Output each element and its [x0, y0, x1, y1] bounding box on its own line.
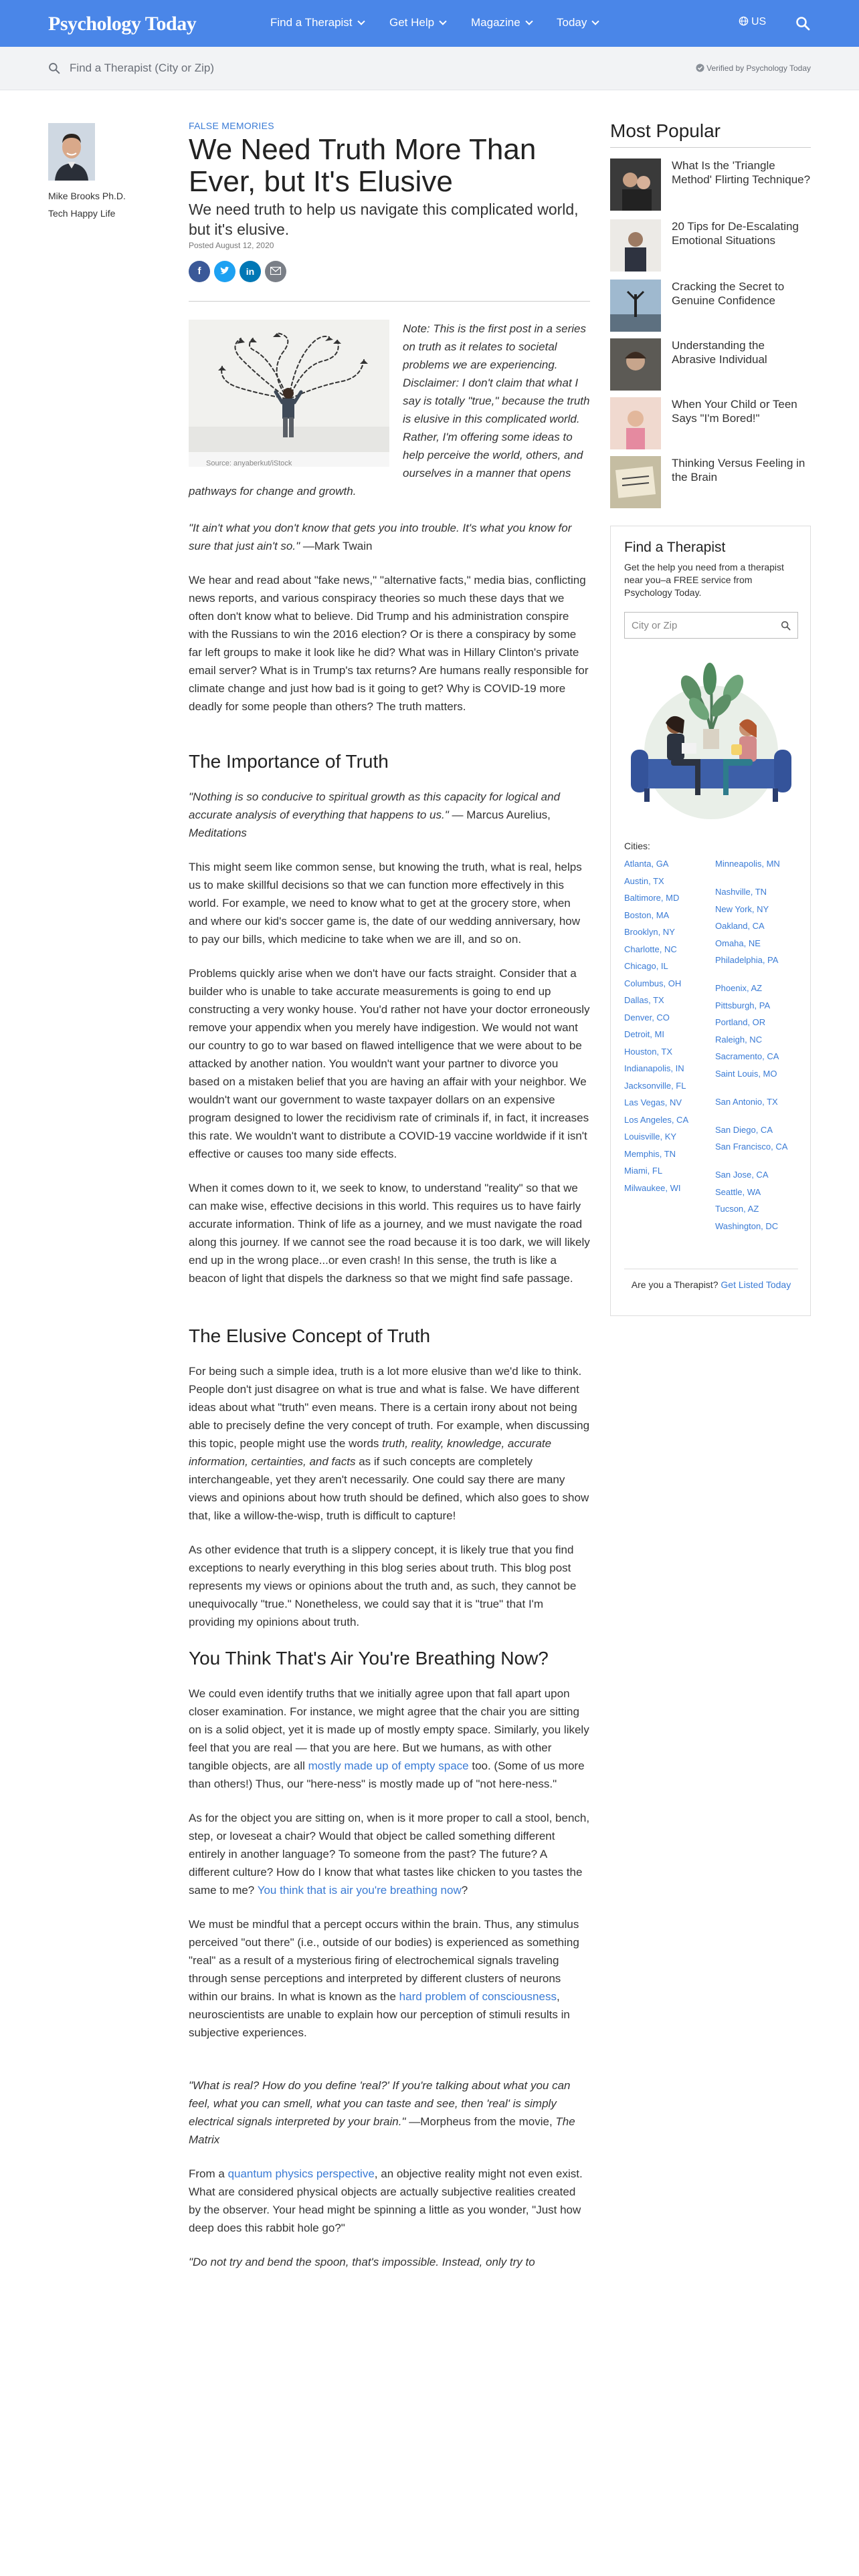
most-popular-heading: Most Popular: [610, 120, 721, 141]
air-breathing-link[interactable]: You think that is air you're breathing now: [257, 1884, 462, 1897]
top-navigation-bar: [0, 0, 859, 47]
city-link[interactable]: Pittsburgh, PA: [715, 1000, 771, 1010]
search-icon: [48, 62, 60, 74]
city-link[interactable]: San Antonio, TX: [715, 1096, 778, 1107]
popular-item[interactable]: [610, 456, 811, 510]
locale-label: US: [751, 16, 767, 27]
find-therapist-heading: Find a Therapist: [624, 540, 726, 555]
city-link[interactable]: Dallas, TX: [624, 995, 664, 1005]
city-link[interactable]: Baltimore, MD: [624, 893, 680, 903]
paragraph-quantum: From a quantum physics perspective, an objective reality might not even exist. What are considered physical objects are actually subjective realities created by the observer. Your head might be spinning a little as you wonder, "Just how deep does this rabbit hole go?": [189, 2167, 583, 2234]
linkedin-share-icon[interactable]: in: [240, 261, 261, 282]
author-photo[interactable]: [48, 123, 95, 181]
chevron-down-icon: [592, 17, 599, 25]
paragraph-chair: As for the object you are sitting on, when is it more proper to call a stool, bench, step, or loveseat a chair? Would that object be called something different entirely in another language? To someone from the past? The future? A different culture? How do I know that what tastes like chicken to you tastes the same to me? You think that is air you're breathing now?: [189, 1812, 590, 1897]
chevron-down-icon: [357, 17, 365, 25]
city-link[interactable]: Memphis, TN: [624, 1148, 676, 1159]
paragraph-elusive: For being such a simple idea, truth is a lot more elusive than we'd like to think. People don't just disagree on what is true and what is false. We have different ideas about what "truth" even means. There is a certain irony about not being able to precisely define the very concept of truth. For example, when discussing this topic, people might use the words truth, reality, knowledge, accurate information, certainties, and facts as if such concepts are completely interchangeable, yet they aren't necessarily. One could say there are many views and opinions about how truth should be defined, which also goes to show that, like a willow-the-wisp, truth is difficult to capture!: [189, 1365, 590, 1522]
quantum-physics-link[interactable]: quantum physics perspective: [227, 2167, 375, 2180]
find-therapist-description: Get the help you need from a therapist near you–a FREE service from Psychology Today.: [624, 562, 784, 598]
paragraph-fake-news: We hear and read about "fake news," "alternative facts," media bias, conflicting news reports, and various conspiracy theories so much these days that we often don't know what to believe. Did Trump and his administration conspire with the Russians to win the 2016 election? Or is there a conspiracy by some far left groups to make it look like he did? What was in Hillary Clinton's private email server? What is in Trump's tax returns? Are humans really responsible for climate change and just how bad is it going to get? Why is COVID-19 more deadly for some people than others? The truth matters.: [189, 574, 589, 713]
city-link[interactable]: Philadelphia, PA: [715, 955, 779, 965]
sidebar-divider: [610, 147, 811, 148]
city-link[interactable]: New York, NY: [715, 903, 769, 914]
paragraph-reality: When it comes down to it, we seek to know, to understand "reality" so that we can make wise, effective decisions in this world. This requires us to have fairly accurate information. Think of life as a journey, and we must navigate the road along this journey. If we cannot see the road because it is too dark, we will likely end up in the wrong place...or even crash! In this sense, the truth is like a beacon of light that dispels the darkness so that we might find safe passage.: [189, 1182, 590, 1285]
popular-title[interactable]: Thinking Versus Feeling in the Brain: [672, 457, 805, 484]
author-note: Note: This is the first post in a series on truth as it relates to societal problems we are experiencing. Disclaimer: I don't claim that what I say is totally "true," because the truth is elusive in this complicated world. Rather, I'm offering some ideas to help perceive the world, others, and ourselves in a manner that opens pathways for change and growth.: [189, 322, 590, 498]
cities-label: Cities:: [624, 841, 650, 851]
verified-badge: [696, 64, 811, 73]
facebook-share-icon[interactable]: f: [189, 261, 210, 282]
covid-link[interactable]: COVID-19: [484, 682, 537, 695]
chevron-down-icon: [439, 17, 446, 25]
therapist-search-bar: [0, 47, 859, 90]
popular-thumbnail: [610, 280, 661, 332]
city-link[interactable]: Omaha, NE: [715, 938, 761, 948]
popular-title[interactable]: 20 Tips for De-Escalating Emotional Situations: [672, 220, 799, 247]
nav-label: Magazine: [471, 16, 520, 29]
paragraph-slippery: As other evidence that truth is a slippery concept, it is likely true that you find exceptions to nearly everything in this blog series about truth. This blog post represents my views or opinions about the truth and, as such, they cannot be unequivocally "true." Nonetheless, we could say that it is "true" that I'm providing my opinions about truth.: [189, 1543, 577, 1628]
city-link[interactable]: Boston, MA: [624, 909, 670, 920]
nav-today[interactable]: [557, 16, 598, 29]
city-link[interactable]: Houston, TX: [624, 1046, 673, 1057]
city-link[interactable]: San Francisco, CA: [715, 1142, 788, 1152]
get-listed-link[interactable]: Get Listed Today: [721, 1279, 791, 1290]
therapist-search-input[interactable]: Find a Therapist (City or Zip): [70, 62, 215, 74]
author-byline: [48, 187, 126, 222]
nav-get-help[interactable]: [389, 16, 446, 29]
paragraph-percept: We must be mindful that a percept occurs within the brain. Thus, any stimulus perceived "out there" (i.e., outside of our bodies) is experienced as something "real" as a result of a mysterious firing of electrochemical signals traveling through sense perceptions and interpreted by different clusters of neurons within our brains. In what is known as the hard problem of consciousness, neuroscientists are unable to explain how our perception of stimuli results in subjective experiences.: [189, 1918, 579, 2039]
header-divider: [189, 301, 590, 302]
empty-space-link[interactable]: mostly made up of empty space: [308, 1759, 469, 1772]
article-subtitle: We need truth to help us navigate this complicated world, but it's elusive.: [189, 201, 579, 238]
nav-find-therapist[interactable]: [270, 16, 364, 29]
popular-title[interactable]: Cracking the Secret to Genuine Confidence: [672, 280, 785, 307]
popular-thumbnail: [610, 456, 661, 508]
city-link[interactable]: Los Angeles, CA: [624, 1114, 689, 1125]
globe-icon: [739, 16, 749, 26]
morpheus-quote: "What is real? How do you define 'real?' If you're talking about what you can feel, what you can smell, what you can taste and see, then 'real' is simply electrical signals interpreted by your brain." —Morpheus from the movie, The Matrix: [189, 2079, 575, 2146]
city-link[interactable]: Columbus, OH: [624, 978, 682, 988]
check-circle-icon: [696, 64, 704, 72]
nav-label: Find a Therapist: [270, 16, 353, 29]
heading-air-breathing: You Think That's Air You're Breathing Now?: [189, 1648, 549, 1669]
site-logo[interactable]: Psychology Today: [48, 13, 197, 35]
heading-importance-of-truth: The Importance of Truth: [189, 751, 389, 772]
get-listed-text: Are you a Therapist? Get Listed Today: [631, 1279, 791, 1290]
popular-item[interactable]: [610, 219, 811, 273]
city-link[interactable]: Oakland, CA: [715, 921, 765, 931]
search-icon[interactable]: [795, 16, 810, 31]
share-buttons: [189, 261, 286, 282]
city-link[interactable]: Washington, DC: [715, 1220, 779, 1231]
city-link[interactable]: Portland, OR: [715, 1017, 766, 1027]
popular-thumbnail: [610, 338, 661, 391]
popular-title[interactable]: When Your Child or Teen Says "I'm Bored!": [672, 398, 797, 425]
author-blog[interactable]: Tech Happy Life: [48, 208, 116, 219]
city-link[interactable]: Nashville, TN: [715, 887, 767, 897]
image-caption: Source: anyaberkut/iStock: [189, 452, 389, 467]
twain-attribution: —Mark Twain: [300, 540, 373, 552]
email-share-icon[interactable]: [265, 261, 286, 282]
chevron-down-icon: [525, 17, 533, 25]
city-link[interactable]: San Diego, CA: [715, 1124, 773, 1135]
city-link[interactable]: Jacksonville, FL: [624, 1080, 686, 1091]
city-link[interactable]: Minneapolis, MN: [715, 859, 780, 869]
city-link[interactable]: Atlanta, GA: [624, 859, 669, 869]
article-body: [189, 320, 590, 2287]
city-link[interactable]: Indianapolis, IN: [624, 1063, 684, 1073]
city-zip-placeholder: City or Zip: [632, 620, 678, 631]
article-kicker[interactable]: FALSE MEMORIES: [189, 120, 274, 131]
hard-problem-link[interactable]: hard problem of consciousness: [399, 1990, 557, 2003]
city-link[interactable]: Miami, FL: [624, 1166, 663, 1176]
city-link[interactable]: Phoenix, AZ: [715, 983, 763, 993]
locale-selector[interactable]: [739, 16, 766, 28]
author-name[interactable]: Mike Brooks Ph.D.: [48, 191, 126, 201]
popular-title[interactable]: Understanding the Abrasive Individual: [672, 339, 767, 366]
city-link[interactable]: Brooklyn, NY: [624, 927, 675, 937]
popular-title[interactable]: What Is the 'Triangle Method' Flirting Technique?: [672, 159, 811, 186]
popular-item[interactable]: [610, 338, 811, 392]
city-link[interactable]: Louisville, KY: [624, 1132, 677, 1142]
city-link[interactable]: Sacramento, CA: [715, 1051, 779, 1061]
city-link[interactable]: Raleigh, NC: [715, 1034, 763, 1045]
twitter-share-icon[interactable]: [214, 261, 235, 282]
city-link[interactable]: San Jose, CA: [715, 1170, 769, 1180]
popular-thumbnail: [610, 158, 661, 211]
nav-label: Get Help: [389, 16, 435, 29]
article-image: [189, 320, 389, 452]
city-link[interactable]: Chicago, IL: [624, 961, 668, 971]
city-link[interactable]: Denver, CO: [624, 1012, 670, 1023]
article-title: We Need Truth More Than Ever, but It's Elusive: [189, 133, 537, 198]
popular-thumbnail: [610, 397, 661, 449]
search-icon[interactable]: [781, 621, 791, 631]
nav-label: Today: [557, 16, 587, 29]
city-link[interactable]: Milwaukee, WI: [624, 1182, 681, 1193]
spoon-quote: "Do not try and bend the spoon, that's impossible. Instead, only try to: [189, 2256, 535, 2268]
confused-man-arrows-illustration: [189, 320, 389, 452]
verified-text: Verified by Psychology Today: [706, 64, 811, 73]
city-link[interactable]: Seattle, WA: [715, 1186, 761, 1197]
posted-date: Posted August 12, 2020: [189, 241, 274, 250]
city-link[interactable]: Las Vegas, NV: [624, 1097, 682, 1107]
article-figure: [189, 320, 389, 467]
aurelius-quote: "Nothing is so conducive to spiritual growth as this capacity for logical and accurate analysis of everything that happens to us." — Marcus Aurelius, Meditations: [189, 790, 561, 839]
popular-item[interactable]: [610, 158, 811, 212]
find-therapist-widget: [610, 526, 811, 1316]
paragraph-problems: Problems quickly arise when we don't have our facts straight. Consider that a builder who is unable to take accurate measurements is going to end up constructing a very wonky house. You'd rather not have your doctor erroneously remove your appendix when you merely have indigestion. We would not want our country to go to war based on flawed intelligence that we were about to be attacked by another nation. You wouldn't want your partner to divorce you based on a mistaken belief that you are having an affair with your neighbor. We wouldn't want our government to waste taxpayer dollars on an expensive program designed to lower the recidivism rate of criminals if, in fact, it increases this rate. We wouldn't want to distribute a COVID-19 vaccine worldwide if it isn't effective or causes too many side effects.: [189, 967, 590, 1160]
twain-quote: "It ain't what you don't know that gets you into trouble. It's what you know for sure that just ain't so.": [189, 522, 572, 552]
nav-magazine[interactable]: [471, 16, 532, 29]
popular-item[interactable]: [610, 397, 811, 451]
author-portrait: [48, 123, 95, 181]
popular-item[interactable]: [610, 280, 811, 333]
paragraph-common-sense: This might seem like common sense, but knowing the truth, what is real, helps us to make skillful decisions so that we can function more effectively in this world. For example, we need to know what to get at the grocery store, when and where our kid's soccer game is, the date of our wedding anniversary, how to pay our bills, which medicine to take when we are ill, and so on.: [189, 861, 582, 946]
heading-elusive-concept: The Elusive Concept of Truth: [189, 1325, 431, 1346]
city-link[interactable]: Charlotte, NC: [624, 944, 677, 954]
city-link[interactable]: Tucson, AZ: [715, 1204, 759, 1214]
city-zip-input[interactable]: [624, 612, 798, 639]
therapy-session-illustration: [624, 659, 798, 826]
popular-thumbnail: [610, 219, 661, 272]
city-link[interactable]: Saint Louis, MO: [715, 1068, 777, 1079]
city-link[interactable]: Detroit, MI: [624, 1029, 664, 1039]
paragraph-empty-space: We could even identify truths that we initially agree upon that fall apart upon closer examination. For instance, we might agree that the chair you are sitting on is a solid object, yet it is made up of mostly empty space. Similarly, you likely feel that you are real — that you are here. But we humans, as with other tangible objects, are all mostly made up of empty space too. (Some of us more than others!) Thus, our "here-ness" is mostly made up of "not here-ness.": [189, 1687, 589, 1790]
city-link[interactable]: Austin, TX: [624, 875, 664, 886]
